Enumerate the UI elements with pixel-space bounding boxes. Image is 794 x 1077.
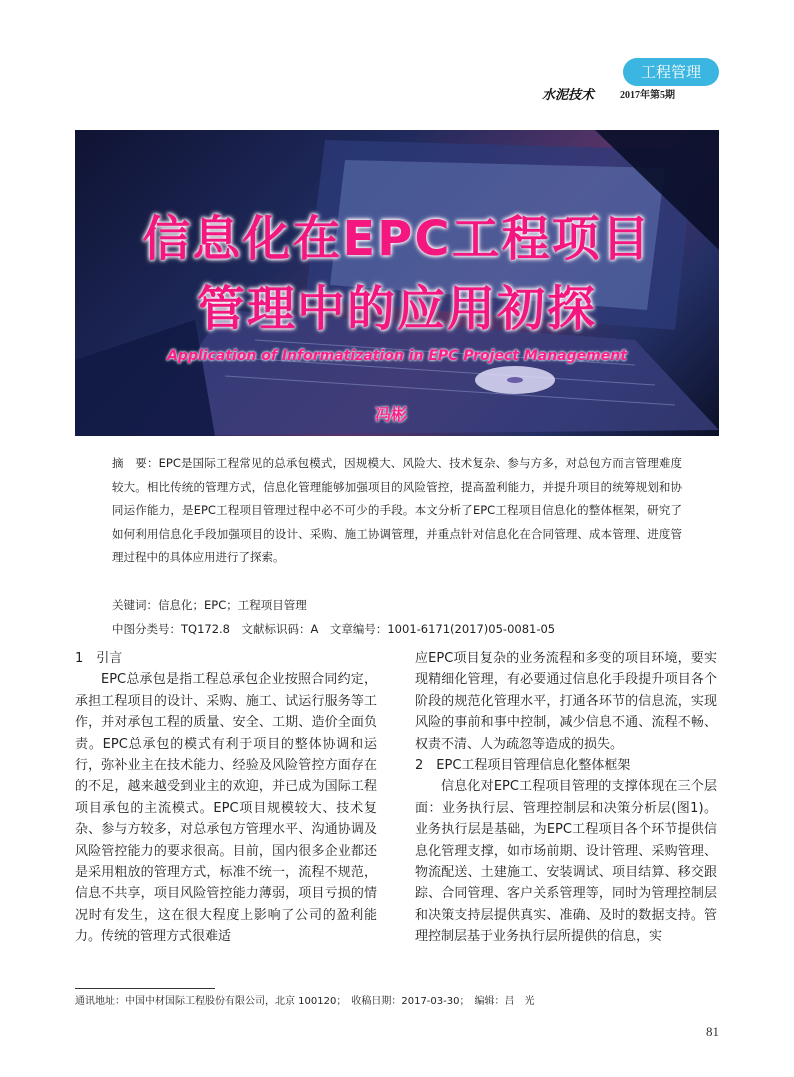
body-paragraph: 应EPC项目复杂的业务流程和多变的项目环境，要实现精细化管理，有必要通过信息化手段提升项目各个阶段的规范化管理水平，打通各环节的信息流，实现风险的事前和事中控制，减少信息不通、流程不畅、权责不清、人为疏忽等造成的损失。 xyxy=(415,651,717,752)
title-banner xyxy=(75,130,719,436)
article-title-line1: 信息化在EPC工程项目 xyxy=(142,211,652,267)
body-paragraph: 信息化对EPC工程项目管理的支撑体现在三个层面：业务执行层、管理控制层和决策分析层(图1)。业务执行层是基础，为EPC工程项目各个环节提供信息化管理支撑，如市场前期、设计管理、采购管理、物流配送、土建施工、安装调试、项目结算、移交跟踪、合同管理、客户关系管理等，同时为管理控制层和决策支持层提供真实、准确、及时的数据支持。管理控制层基于业务执行层所提供的信息，实 xyxy=(415,779,717,945)
section-tag: 工程管理 xyxy=(623,58,719,86)
body-column-right xyxy=(415,648,717,948)
page-number: 81 xyxy=(706,1024,719,1039)
issue-label: 2017年第5期 xyxy=(620,90,675,101)
abstract-text: EPC是国际工程常见的总承包模式，因规模大、风险大、技术复杂、参与方多，对总包方而言管理难度较大。相比传统的管理方式，信息化管理能够加强项目的风险管控，提高盈利能力，并提升项目的统筹规划和协同运作能力，是EPC工程项目管理过程中必不可少的手段。本文分析了EPC工程项目信息化的整体框架，研究了如何利用信息化手段加强项目的设计、采购、施工协调管理，并重点针对信息化在合同管理、成本管理、进度管理过程中的具体应用进行了探索。 xyxy=(112,456,682,564)
abstract-label: 摘 要： xyxy=(112,456,159,470)
keywords-label: 关键词： xyxy=(112,598,158,612)
section-heading-framework: 2 EPC工程项目管理信息化整体框架 xyxy=(415,758,631,774)
body-column-left xyxy=(75,648,377,948)
footer-divider xyxy=(75,988,215,989)
footer-info: 通讯地址：中国中材国际工程股份有限公司，北京 100120； 收稿日期：2017-03-30； 编辑：吕 光 xyxy=(75,996,535,1007)
english-subtitle: Application of Informatization in EPC Project Management xyxy=(167,348,627,364)
section-heading-intro: 1 引言 xyxy=(75,651,123,666)
journal-name: 水泥技术 xyxy=(542,88,595,103)
author-name: 冯彬 xyxy=(375,405,408,424)
body-paragraph: EPC总承包是指工程总承包企业按照合同约定，承担工程项目的设计、采购、施工、试运行服务等工作，并对承包工程的质量、安全、工期、造价全面负责。EPC总承包的模式有利于项目的整体协调和运行，弥补业主在技术能力、经验及风险管控方面存在的不足，越来越受到业主的欢迎，并已成为国际工程项目承包的主流模式。EPC项目规模较大、技术复杂、参与方较多，对总承包方管理水平、沟通协调及风险管控能力的要求很高。目前，国内很多企业都还是采用粗放的管理方式，标准不统一，流程不规范，信息不共享，项目风险管控能力薄弱，项目亏损的情况时有发生，这在很大程度上影响了公司的盈利能力。传统的管理方式很难适 xyxy=(75,672,377,945)
abstract xyxy=(112,452,682,570)
article-title-line2: 管理中的应用初探 xyxy=(196,281,597,337)
classification-info: 中图分类号：TQ172.8 文献标识码：A 文章编号：1001-6171(2017)05-0081-05 xyxy=(112,622,556,636)
keywords-text: 信息化；EPC；工程项目管理 xyxy=(158,598,307,612)
keywords xyxy=(112,594,682,618)
